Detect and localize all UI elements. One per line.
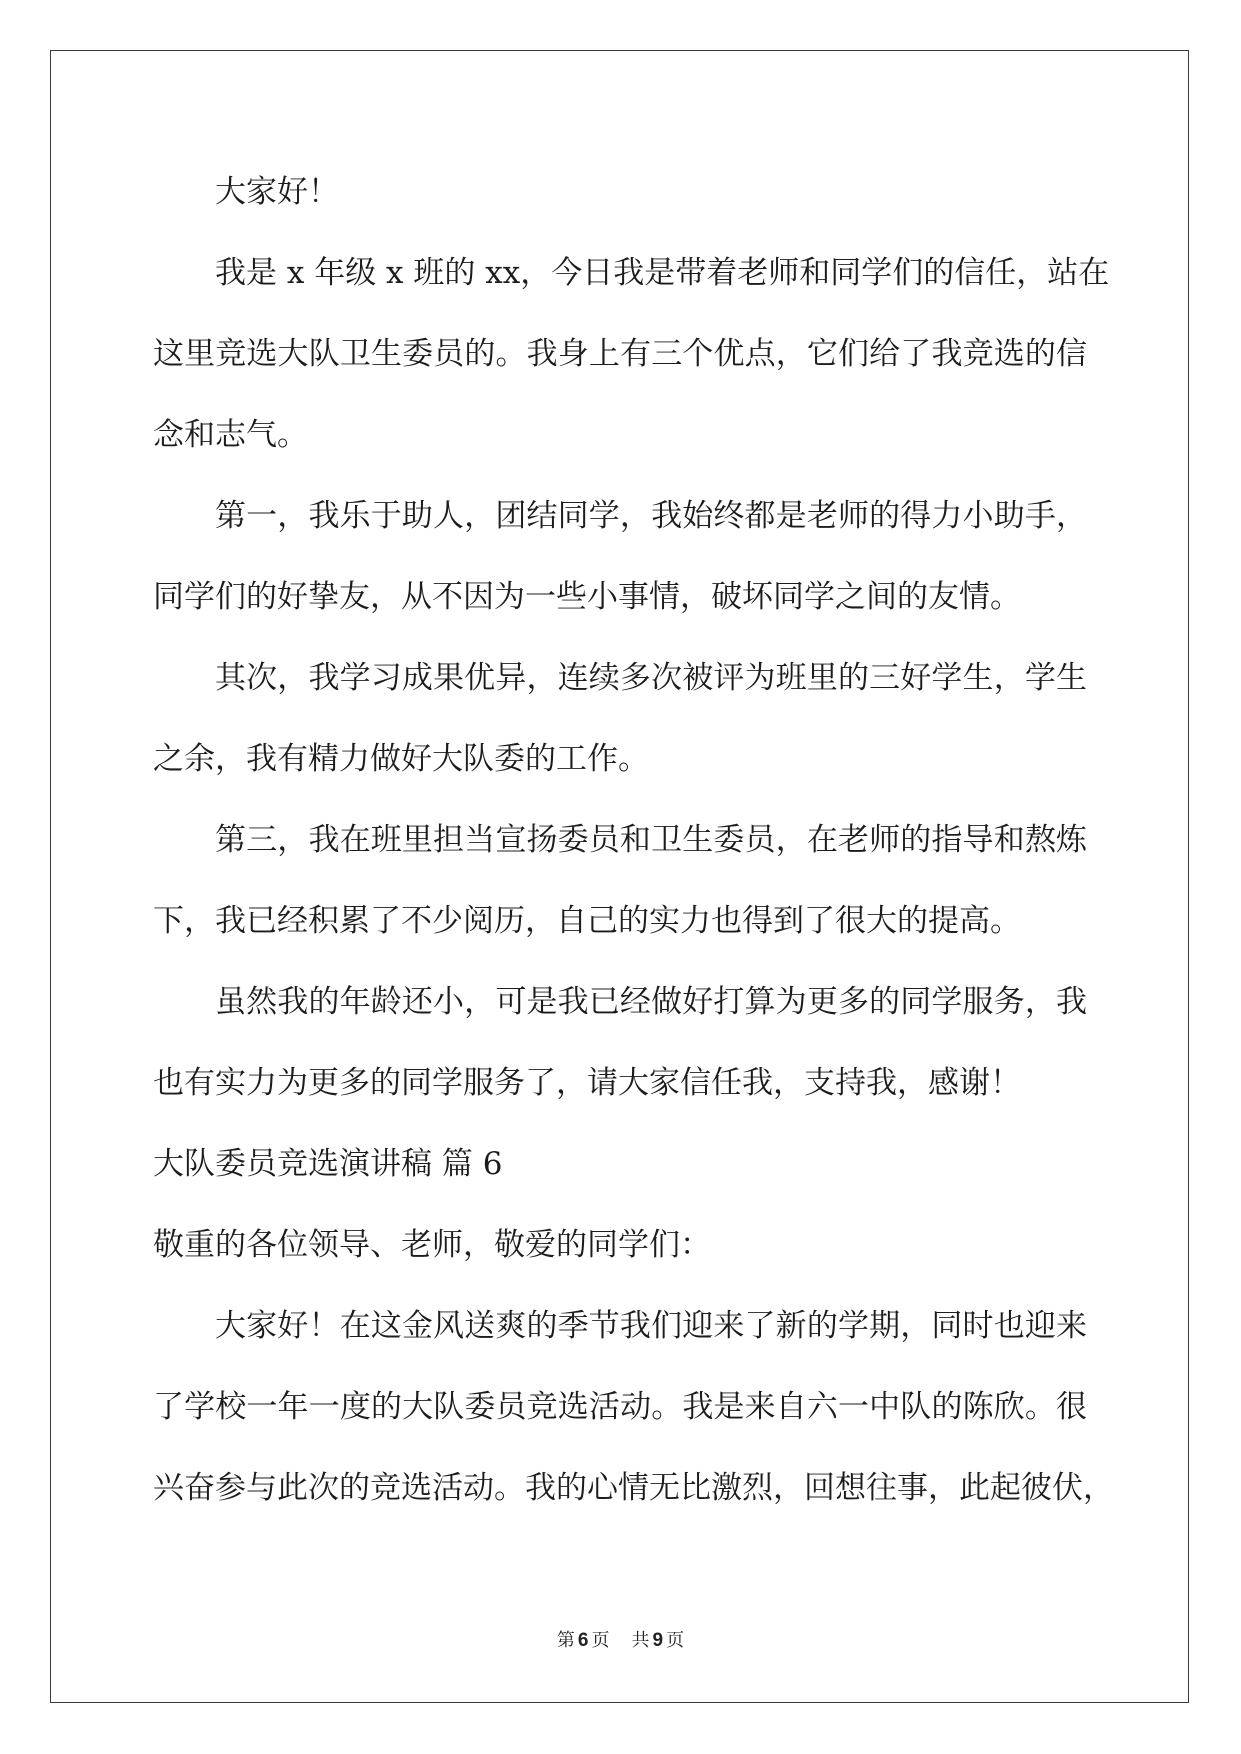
paragraph-line: 虽然我的年龄还小，可是我已经做好打算为更多的同学服务，我 (215, 984, 1087, 1020)
page-suffix: 页 (591, 1630, 610, 1650)
total-prefix: 共 (631, 1630, 650, 1650)
paragraph-line: 其次，我学习成果优异，连续多次被评为班里的三好学生，学生 (215, 660, 1087, 696)
paragraph-line: 之余，我有精力做好大队委的工作。 (153, 741, 649, 777)
total-suffix: 页 (666, 1630, 685, 1650)
paragraph-line: 第三，我在班里担当宣扬委员和卫生委员，在老师的指导和熬炼 (215, 822, 1087, 858)
paragraph-line: 下，我已经积累了不少阅历，自己的实力也得到了很大的提高。 (153, 903, 1021, 939)
paragraph-line: 念和志气。 (153, 417, 308, 453)
paragraph-line: 大家好！ (215, 174, 339, 210)
paragraph-line: 我是 x 年级 x 班的 xx，今日我是带着老师和同学们的信任，站在 (215, 255, 1110, 291)
paragraph-line: 第一，我乐于助人，团结同学，我始终都是老师的得力小助手， (215, 498, 1087, 534)
paragraph-line: 兴奋参与此次的竞选活动。我的心情无比激烈，回想往事，此起彼伏， (153, 1470, 1114, 1506)
page-number-footer (0, 1626, 1241, 1652)
page-prefix: 第 (556, 1630, 575, 1650)
salutation-line: 敬重的各位领导、老师，敬爱的同学们： (153, 1227, 711, 1263)
current-page-number: 6 (577, 1630, 589, 1651)
total-pages-number: 9 (652, 1630, 664, 1651)
paragraph-line: 了学校一年一度的大队委员竞选活动。我是来自六一中队的陈欣。很 (153, 1389, 1087, 1425)
paragraph-line: 大家好！在这金风送爽的季节我们迎来了新的学期，同时也迎来 (215, 1308, 1087, 1344)
paragraph-line: 这里竞选大队卫生委员的。我身上有三个优点，它们给了我竞选的信 (153, 336, 1087, 372)
document-body (153, 152, 1114, 1529)
section-heading: 大队委员竞选演讲稿 篇 6 (153, 1146, 503, 1182)
paragraph-line: 同学们的好挚友，从不因为一些小事情，破坏同学之间的友情。 (153, 579, 1021, 615)
paragraph-line: 也有实力为更多的同学服务了，请大家信任我，支持我，感谢！ (153, 1065, 1021, 1101)
